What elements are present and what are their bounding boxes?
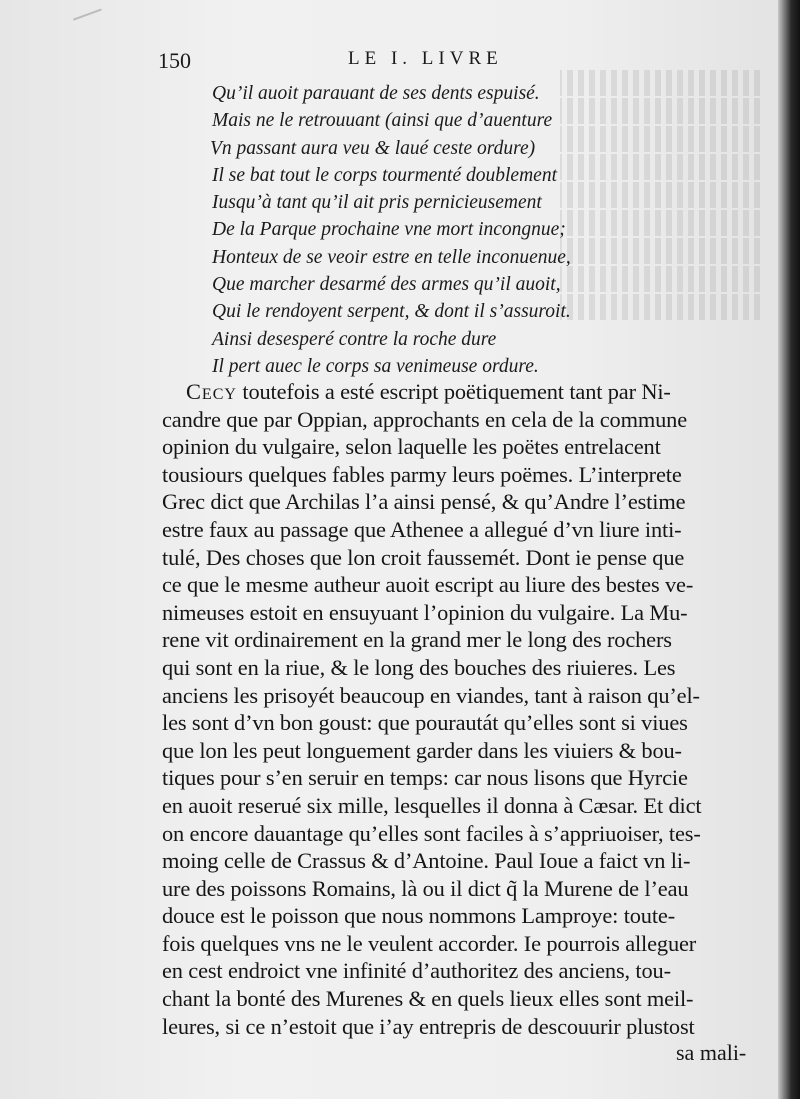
opening-word: Cecy: [186, 379, 237, 404]
prose-line: estre faux au passage que Athenee a allegué d’vn liure inti-: [162, 516, 682, 542]
prose-line: ure des poissons Romains, là ou il dict q̃ la Murene de l’eau: [162, 875, 689, 901]
prose-line: ce que le mesme autheur auoit escript au liure des bestes ve-: [162, 572, 694, 598]
running-head: LE I. LIVRE: [348, 48, 503, 69]
prose-line: opinion du vulgaire, selon laquelle les poëtes entrelacent: [162, 434, 661, 460]
first-line-text: toutefois a esté escript poëtiquement tant par Ni-: [236, 379, 671, 404]
prose-line: leures, si ce n’estoit que i’ay entrepris de descouurir plustost: [162, 1013, 695, 1039]
prose-line: en cest endroict vne infinité d’authoritez des anciens, tou-: [162, 958, 671, 984]
verse-line: Ainsi desesperé contre la roche dure: [212, 328, 497, 350]
verse-line: Il pert auec le corps sa venimeuse ordure.: [212, 355, 539, 377]
prose-line: [162, 378, 762, 406]
prose-line: tiques pour s’en seruir en temps: car nous lisons que Hyrcie: [162, 765, 688, 791]
verse-line: Que marcher desarmé des armes qu’il auoit,: [212, 274, 561, 296]
verse-line: Vn passant aura veu & laué ceste ordure): [210, 137, 536, 159]
prose-line: en auoit reserué six mille, lesquelles il donna à Cæsar. Et dict: [162, 792, 702, 818]
prose-line: anciens les prisoyét beaucoup en viandes, tant à raison qu’el-: [162, 682, 700, 708]
prose-line: douce est le poisson que nous nommons Lamproye: toute-: [162, 903, 676, 929]
prose-line: candre que par Oppian, approchants en cela de la commune: [162, 406, 688, 432]
verse-line: Iusqu’à tant qu’il ait pris pernicieusement: [212, 192, 542, 214]
prose-line: chant la bonté des Murenes & en quels lieux elles sont meil-: [162, 986, 694, 1012]
prose-line: nimeuses estoit en ensuyuant l’opinion du vulgaire. La Mu-: [162, 599, 688, 625]
prose-line: que lon les peut longuement garder dans les viuiers & bou-: [162, 737, 682, 763]
ink-smudge: [68, 0, 102, 21]
prose-line: moing celle de Crassus & d’Antoine. Paul Ioue a faict vn li-: [162, 848, 691, 874]
page-edge-shadow: [778, 0, 800, 1099]
verse-block: [212, 80, 752, 380]
prose-line: tulé, Des choses que lon croit faussemét. Dont ie pense que: [162, 544, 685, 570]
prose-line: on encore dauantage qu’elles sont faciles à s’appriuoiser, tes-: [162, 820, 701, 846]
verse-line: Qu’il auoit parauant de ses dents espuisé.: [212, 83, 540, 104]
verse-line: Mais ne le retrouuant (ainsi que d’auenture: [212, 110, 553, 132]
prose-line: tousiours quelques fables parmy leurs poëmes. L’interprete: [162, 461, 682, 487]
page-header: [158, 48, 748, 74]
verse-line: Honteux de se veoir estre en telle inconuenue,: [212, 246, 571, 268]
catchword: sa mali-: [676, 1040, 747, 1065]
prose-line: Grec dict que Archilas l’a ainsi pensé, & qu’Andre l’estime: [162, 489, 686, 515]
verse-line: Il se bat tout le corps tourmenté doublement: [212, 164, 557, 186]
prose-line: rene vit ordinairement en la grand mer le long des rochers: [162, 627, 672, 653]
verse-line: Qui le rendoyent serpent, & dont il s’assuroit.: [212, 301, 571, 323]
prose-line: fois quelques vns ne le veulent accorder. Ie pourrois alleguer: [162, 930, 697, 956]
verse-line: De la Parque prochaine vne mort incongnue;: [212, 219, 566, 241]
page-number: 150: [158, 48, 191, 73]
prose-block: [162, 378, 762, 1040]
prose-line: qui sont en la riue, & le long des bouches des riuieres. Les: [162, 654, 676, 680]
prose-line: les sont d’vn bon goust: que pourautát qu’elles sont si viues: [162, 710, 688, 736]
